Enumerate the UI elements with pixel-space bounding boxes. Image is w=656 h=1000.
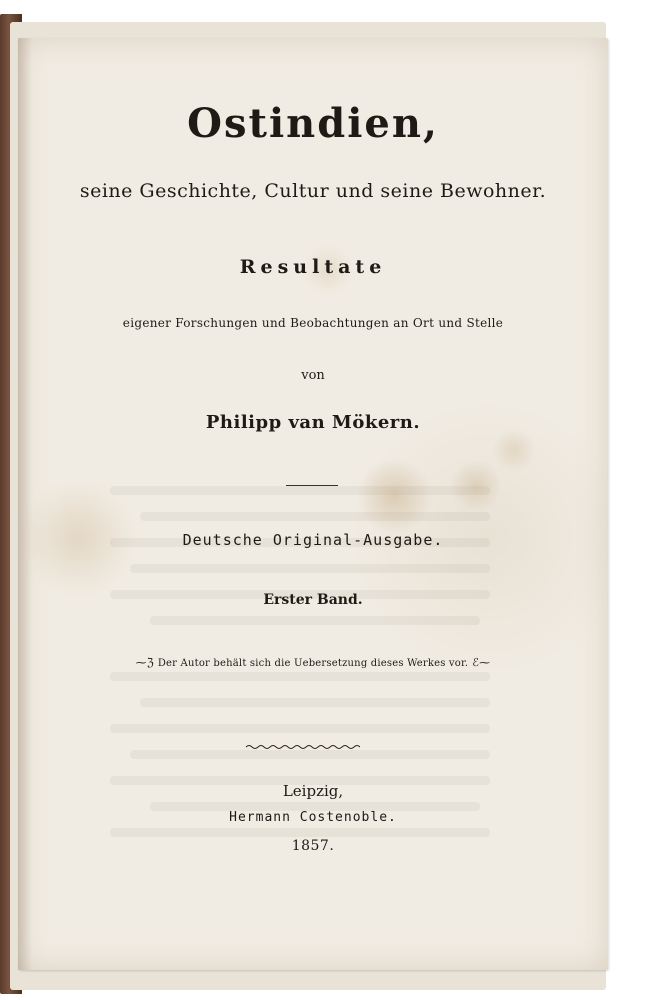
book-title: Ostindien, [187, 100, 439, 147]
ornamental-rule [246, 744, 360, 750]
publication-place: Leipzig, [282, 782, 344, 800]
rights-notice-line [18, 656, 608, 669]
author-name: Philipp van Mökern. [205, 412, 421, 433]
results-heading: Resultate [239, 256, 387, 278]
edition-label: Deutsche Original-Ausgabe. [182, 531, 444, 549]
ornament-right-icon: ℰ⁓ [472, 656, 491, 669]
results-detail: eigener Forschungen und Beobachtungen an Ort und Stelle [122, 316, 504, 330]
publisher-name: Hermann Costenoble. [229, 810, 397, 825]
ornament-left-icon: ⁓ℨ [135, 656, 154, 669]
rights-notice: Der Autor behält sich die Uebersetzung dieses Werkes vor. [157, 658, 469, 669]
title-page-content [18, 38, 608, 970]
volume-label: Erster Band. [263, 592, 363, 608]
divider-rule [286, 485, 338, 486]
book-subtitle: seine Geschichte, Cultur und seine Bewohner. [79, 180, 547, 202]
publication-year: 1857. [291, 838, 335, 854]
by-label: von [301, 368, 325, 383]
